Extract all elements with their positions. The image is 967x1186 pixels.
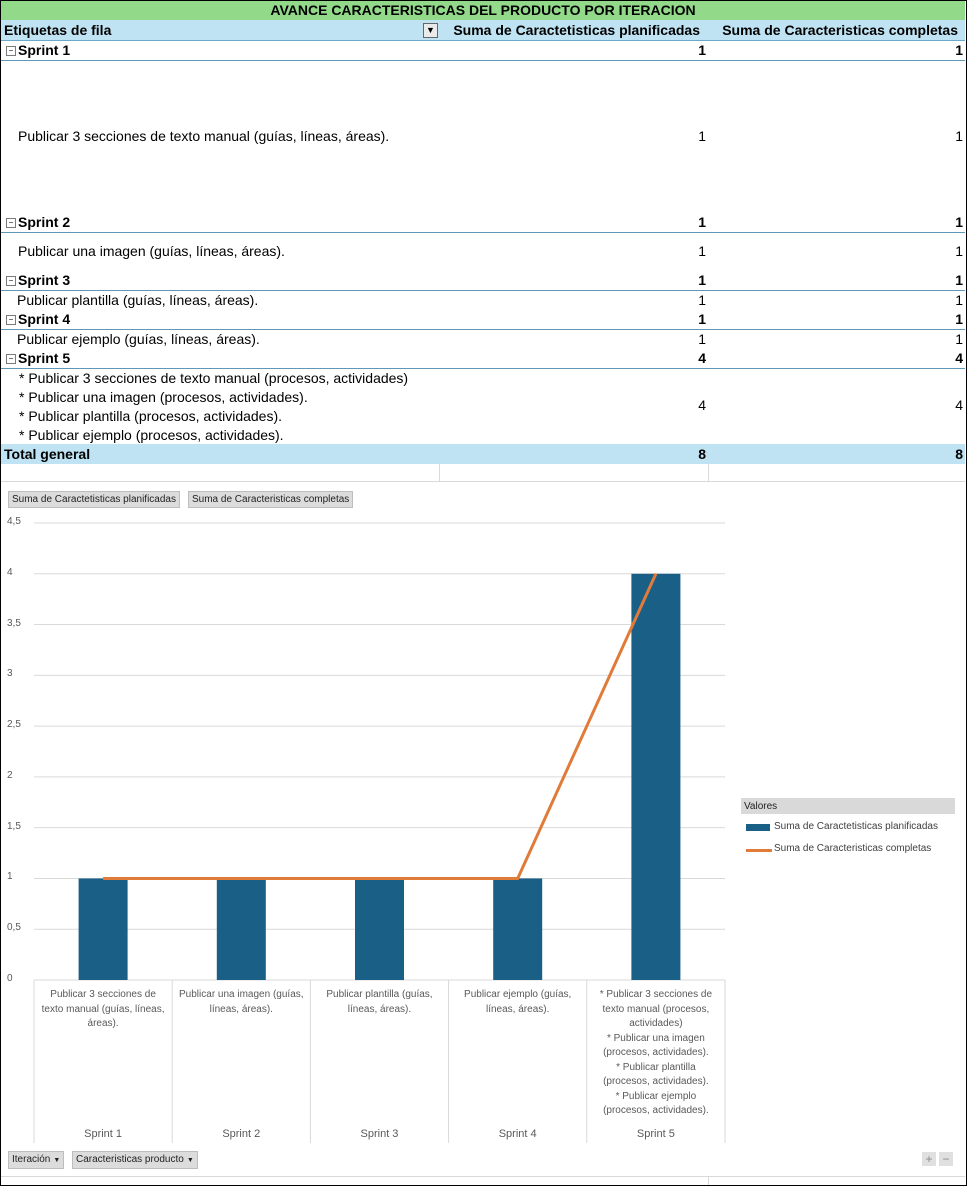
detail-completed: 1 — [955, 128, 963, 144]
y-tick-label: 3 — [7, 668, 13, 680]
legend-bar-swatch — [746, 824, 770, 831]
collapse-icon[interactable]: − — [6, 46, 16, 56]
zoom-out-button[interactable]: − — [939, 1152, 953, 1166]
detail-label: Publicar 3 secciones de texto manual (guías, líneas, áreas). — [18, 128, 390, 144]
grid-line — [708, 464, 709, 482]
pivot-title: AVANCE CARACTERISTICAS DEL PRODUCTO POR ITERACION — [1, 1, 965, 20]
category-label-line: * Publicar ejemplo — [615, 1090, 697, 1102]
sprint-row[interactable] — [1, 349, 965, 369]
group-label: Sprint 4 — [498, 1128, 537, 1140]
collapse-icon[interactable]: − — [6, 354, 16, 364]
completed-header[interactable]: Suma de Caracteristicas completas — [722, 22, 958, 38]
category-label-line: * Publicar 3 secciones de — [599, 989, 713, 1000]
caracteristicas-field-button[interactable] — [72, 1151, 198, 1169]
detail-line: * Publicar plantilla (procesos, actividades). — [19, 408, 283, 424]
detail-planned: 1 — [698, 243, 706, 259]
y-tick-label: 4 — [7, 566, 13, 578]
category-label-line: (procesos, actividades). — [603, 1105, 709, 1116]
group-label: Sprint 3 — [360, 1128, 399, 1140]
legend-title: Valores — [741, 798, 955, 814]
legend-planned: Suma de Caractetisticas planificadas — [774, 821, 938, 832]
total-completed: 8 — [955, 446, 963, 462]
category-label-line: Publicar ejemplo (guías, — [464, 989, 572, 1000]
sprint-label: Sprint 5 — [18, 350, 71, 366]
sprint-label: Sprint 1 — [18, 42, 71, 58]
detail-line: * Publicar una imagen (procesos, actividades). — [19, 389, 308, 405]
sprint-planned: 4 — [698, 350, 706, 366]
y-tick-label: 1,5 — [7, 820, 21, 832]
filter-icon[interactable]: ▼ — [423, 23, 438, 38]
category-label-line: Publicar plantilla (guías, — [326, 989, 433, 1000]
iteracion-field-button[interactable] — [8, 1151, 64, 1169]
detail-row[interactable] — [1, 126, 965, 146]
y-tick-label: 2 — [7, 769, 13, 781]
detail-line: * Publicar ejemplo (procesos, actividades). — [19, 427, 284, 443]
y-tick-label: 4,5 — [7, 516, 21, 527]
legend-line-swatch — [746, 849, 772, 852]
group-label: Sprint 5 — [636, 1128, 675, 1140]
collapse-icon[interactable]: − — [6, 276, 16, 286]
category-label-line: texto manual (procesos, — [602, 1003, 710, 1015]
group-label: Sprint 1 — [84, 1128, 123, 1140]
legend-completed: Suma de Caracteristicas completas — [774, 843, 932, 854]
category-label-line: actividades) — [629, 1018, 683, 1029]
total-label: Total general — [4, 446, 91, 462]
category-label — [311, 988, 447, 1017]
grid-line — [1, 1176, 965, 1177]
sprint-completed: 4 — [955, 350, 963, 366]
category-label-line: líneas, áreas). — [209, 1003, 273, 1015]
grid-line — [1, 481, 965, 482]
category-label — [588, 988, 724, 1119]
sprint-row[interactable] — [1, 213, 965, 233]
detail-label: Publicar ejemplo (guías, líneas, áreas). — [17, 331, 260, 347]
planned-field-button[interactable]: Suma de Caractetisticas planificadas — [8, 491, 180, 508]
category-label — [35, 988, 171, 1032]
category-label-line: * Publicar una imagen — [606, 1032, 705, 1044]
total-planned: 8 — [698, 446, 706, 462]
detail-planned: 1 — [698, 331, 706, 347]
sprint-row[interactable] — [1, 41, 965, 61]
category-label-line: texto manual (guías, líneas, — [41, 1003, 165, 1015]
sprint-label: Sprint 2 — [18, 214, 71, 230]
detail-completed: 1 — [955, 331, 963, 347]
filter-dropdown-icon[interactable]: ▼ — [186, 1157, 194, 1164]
sprint-planned: 1 — [698, 311, 706, 327]
category-label-line: áreas). — [87, 1018, 119, 1029]
pivot-header-row — [1, 20, 965, 41]
detail-planned: 1 — [698, 128, 706, 144]
category-label-line: Publicar una imagen (guías, — [179, 989, 304, 1000]
category-label-line: * Publicar plantilla — [616, 1061, 696, 1073]
y-tick-label: 0,5 — [7, 922, 21, 934]
category-label — [173, 988, 309, 1017]
detail-completed: 4 — [955, 397, 963, 413]
dropdown-icon[interactable]: ▼ — [53, 1157, 61, 1164]
y-tick-label: 0 — [7, 973, 13, 984]
detail-planned: 1 — [698, 292, 706, 308]
collapse-icon[interactable]: − — [6, 315, 16, 325]
sprint-planned: 1 — [698, 272, 706, 288]
sprint-row[interactable] — [1, 310, 965, 330]
row-labels-header[interactable]: Etiquetas de fila — [4, 22, 112, 38]
sprint-completed: 1 — [955, 311, 963, 327]
iteracion-label: Iteración — [12, 1154, 51, 1165]
category-label-line: (procesos, actividades). — [603, 1076, 709, 1087]
detail-completed: 1 — [955, 243, 963, 259]
collapse-icon[interactable]: − — [6, 218, 16, 228]
detail-row[interactable] — [1, 291, 965, 310]
detail-completed: 1 — [955, 292, 963, 308]
detail-planned: 4 — [698, 397, 706, 413]
detail-row[interactable] — [1, 330, 965, 349]
caracteristicas-label: Caracteristicas producto — [76, 1154, 184, 1165]
sprint-completed: 1 — [955, 214, 963, 230]
planned-header[interactable]: Suma de Caractetisticas planificadas — [453, 22, 700, 38]
detail-label: Publicar una imagen (guías, líneas, áreas). — [18, 243, 285, 259]
sprint-completed: 1 — [955, 272, 963, 288]
grid-line — [439, 464, 440, 482]
category-label-line: (procesos, actividades). — [603, 1047, 709, 1058]
category-label-line: Publicar 3 secciones de — [50, 989, 156, 1000]
category-label — [450, 988, 586, 1017]
detail-label: Publicar plantilla (guías, líneas, áreas). — [17, 292, 259, 308]
y-tick-label: 1 — [7, 871, 13, 883]
completed-field-button[interactable]: Suma de Caracteristicas completas — [188, 491, 353, 508]
sprint-completed: 1 — [955, 42, 963, 58]
category-label-line: líneas, áreas). — [486, 1003, 550, 1015]
detail-line: * Publicar 3 secciones de texto manual (procesos, actividades) — [19, 370, 409, 386]
sprint-planned: 1 — [698, 42, 706, 58]
group-label: Sprint 2 — [222, 1128, 261, 1140]
detail-multiline-label — [19, 369, 408, 445]
zoom-in-button[interactable]: + — [922, 1152, 936, 1166]
y-tick-label: 3,5 — [7, 617, 21, 629]
sprint-row[interactable] — [1, 271, 965, 291]
total-row[interactable] — [1, 444, 965, 464]
sprint-label: Sprint 3 — [18, 272, 71, 288]
grid-line — [708, 1176, 709, 1185]
sprint-label: Sprint 4 — [18, 311, 71, 327]
category-label-line: líneas, áreas). — [347, 1003, 412, 1015]
detail-row[interactable] — [1, 369, 965, 444]
y-tick-label: 2,5 — [7, 719, 21, 731]
detail-row[interactable] — [1, 241, 965, 261]
sprint-planned: 1 — [698, 214, 706, 230]
